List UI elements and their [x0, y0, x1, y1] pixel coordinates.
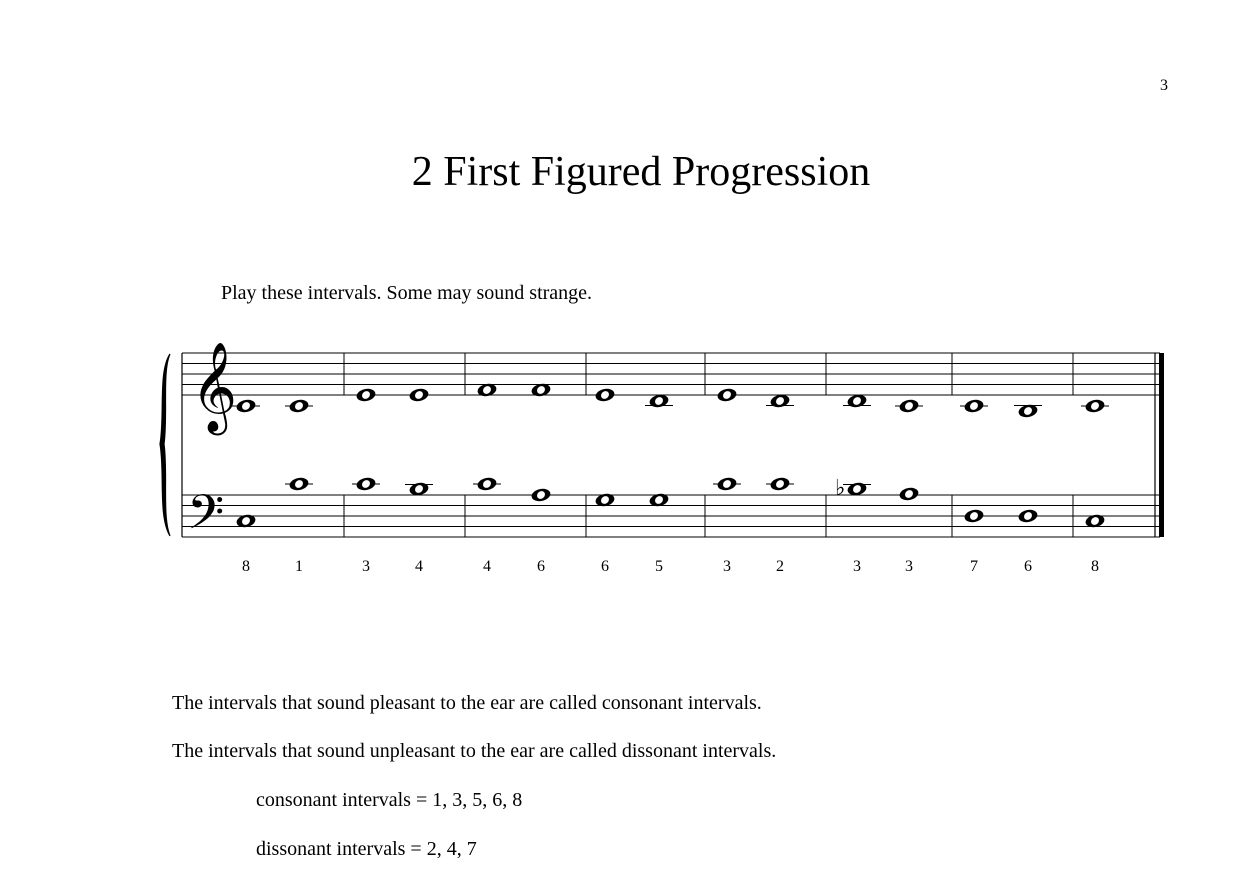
bass-note	[769, 476, 790, 492]
treble-note	[355, 387, 376, 403]
bass-note	[846, 481, 867, 497]
bass-note	[355, 476, 376, 492]
figured-bass	[242, 558, 1099, 575]
bass-note	[530, 487, 551, 503]
instruction-text: Play these intervals. Some may sound strange.	[221, 282, 593, 304]
treble-note	[898, 398, 919, 414]
dissonant-definition: The intervals that sound unpleasant to the ear are called dissonant intervals.	[172, 740, 777, 762]
figure-number: 3	[853, 558, 861, 575]
treble-note	[963, 398, 984, 414]
bass-note	[716, 476, 737, 492]
treble-note	[594, 387, 615, 403]
bass-note	[288, 476, 309, 492]
bass-note	[1017, 508, 1038, 524]
figure-number: 3	[905, 558, 913, 575]
figure-number: 3	[362, 558, 370, 575]
treble-note	[716, 387, 737, 403]
consonant-definition: The intervals that sound pleasant to the ear are called consonant intervals.	[172, 692, 762, 714]
figure-number: 4	[415, 558, 423, 575]
treble-note	[846, 393, 867, 409]
grand-staff-brace	[160, 354, 170, 536]
final-barline-thick	[1159, 353, 1164, 537]
figure-number: 3	[723, 558, 731, 575]
treble-note	[648, 393, 669, 409]
bass-note	[476, 476, 497, 492]
figure-number: 8	[242, 558, 250, 575]
figure-number: 4	[483, 558, 491, 575]
figure-number: 6	[601, 558, 609, 575]
bass-note	[408, 481, 429, 497]
dissonant-list: dissonant intervals = 2, 4, 7	[256, 838, 477, 860]
figure-number: 1	[295, 558, 303, 575]
staff-lines	[182, 353, 1160, 537]
figure-number: 6	[537, 558, 545, 575]
treble-note	[769, 393, 790, 409]
figure-number: 8	[1091, 558, 1099, 575]
notes	[232, 382, 1109, 529]
consonant-list: consonant intervals = 1, 3, 5, 6, 8	[256, 789, 523, 811]
page-number: 3	[1160, 77, 1168, 94]
treble-note	[1084, 398, 1105, 414]
figure-number: 6	[1024, 558, 1032, 575]
treble-note	[408, 387, 429, 403]
figure-number: 5	[655, 558, 663, 575]
figure-number: 7	[970, 558, 978, 575]
bass-note	[898, 486, 919, 502]
treble-clef-icon: 𝄞	[191, 342, 238, 432]
treble-note	[288, 398, 309, 414]
treble-note	[235, 398, 256, 414]
barlines	[182, 353, 1164, 537]
figure-number: 2	[776, 558, 784, 575]
flat-accidental-icon: ♭	[835, 476, 846, 501]
bass-note	[963, 508, 984, 524]
bass-clef-icon: 𝄢	[187, 484, 225, 552]
section-title: 2 First Figured Progression	[411, 149, 871, 195]
